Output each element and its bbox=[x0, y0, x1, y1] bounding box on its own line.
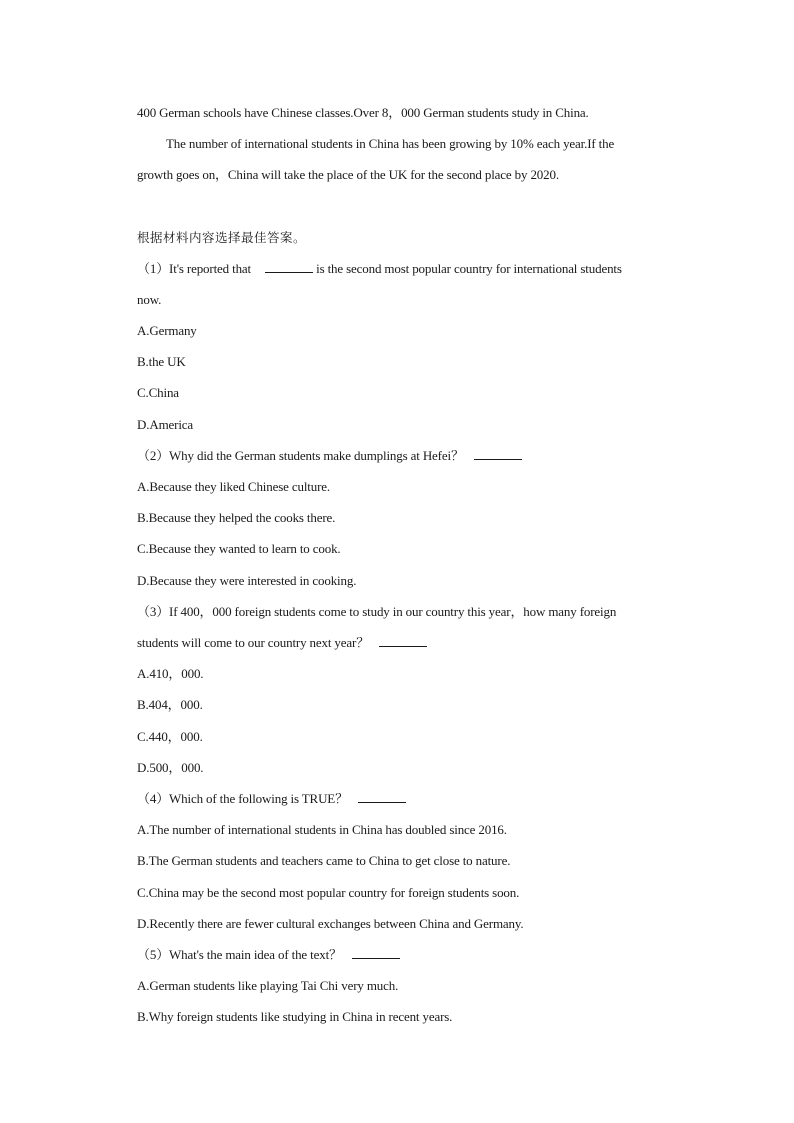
question-2-stem-text: （2）Why did the German students make dumplings at Hefei？ bbox=[137, 448, 464, 463]
question-4-option-d: D.Recently there are fewer cultural exchanges between China and Germany. bbox=[137, 916, 524, 931]
question-5-option-a: A.German students like playing Tai Chi very much. bbox=[137, 978, 399, 993]
passage-line-2: The number of international students in China has been growing by 10% each year.If the bbox=[166, 136, 615, 151]
question-2-option-b: B.Because they helped the cooks there. bbox=[137, 510, 336, 525]
question-4-stem-text: （4）Which of the following is TRUE？ bbox=[137, 791, 348, 806]
question-3-option-b: B.404，000. bbox=[137, 697, 203, 712]
question-5-option-b: B.Why foreign students like studying in China in recent years. bbox=[137, 1009, 453, 1024]
question-2-option-a: A.Because they liked Chinese culture. bbox=[137, 479, 330, 494]
question-4-option-b: B.The German students and teachers came to China to get close to nature. bbox=[137, 853, 511, 868]
answer-blank-2[interactable] bbox=[474, 448, 522, 460]
question-1-option-a: A.Germany bbox=[137, 323, 197, 338]
instruction-text: 根据材料内容选择最佳答案。 bbox=[137, 230, 307, 245]
question-3-stem-text: students will come to our country next year？ bbox=[137, 635, 370, 650]
question-3-option-d: D.500，000. bbox=[137, 760, 204, 775]
question-5-stem-text: （5）What's the main idea of the text？ bbox=[137, 947, 342, 962]
question-1-option-c: C.China bbox=[137, 385, 179, 400]
passage-line-3: growth goes on，China will take the place of the UK for the second place by 2020. bbox=[137, 167, 559, 182]
question-4-option-c: C.China may be the second most popular country for foreign students soon. bbox=[137, 885, 520, 900]
question-5-stem bbox=[137, 947, 400, 963]
answer-blank-5[interactable] bbox=[352, 947, 400, 959]
question-3-stem: （3）If 400，000 foreign students come to study in our country this year，how many foreign bbox=[137, 604, 617, 619]
question-1-option-d: D.America bbox=[137, 417, 194, 432]
question-2-option-c: C.Because they wanted to learn to cook. bbox=[137, 541, 341, 556]
answer-blank-3[interactable] bbox=[379, 635, 427, 647]
question-3-option-a: A.410，000. bbox=[137, 666, 204, 681]
question-1-option-b: B.the UK bbox=[137, 354, 186, 369]
question-1-stem-start: （1）It's reported that bbox=[137, 261, 251, 276]
question-3-stem-line-2 bbox=[137, 635, 427, 651]
question-1-stem-line-2: now. bbox=[137, 292, 162, 307]
answer-blank-4[interactable] bbox=[358, 791, 406, 803]
question-2-option-d: D.Because they were interested in cooking. bbox=[137, 573, 357, 588]
passage-line-1: 400 German schools have Chinese classes.Over 8，000 German students study in China. bbox=[137, 105, 589, 120]
question-3-option-c: C.440，000. bbox=[137, 729, 203, 744]
question-4-option-a: A.The number of international students in China has doubled since 2016. bbox=[137, 822, 507, 837]
question-1-stem-end: is the second most popular country for international students bbox=[316, 261, 622, 276]
question-1-stem bbox=[137, 261, 622, 277]
question-2-stem bbox=[137, 448, 522, 464]
answer-blank-1[interactable] bbox=[265, 261, 313, 273]
question-4-stem bbox=[137, 791, 406, 807]
